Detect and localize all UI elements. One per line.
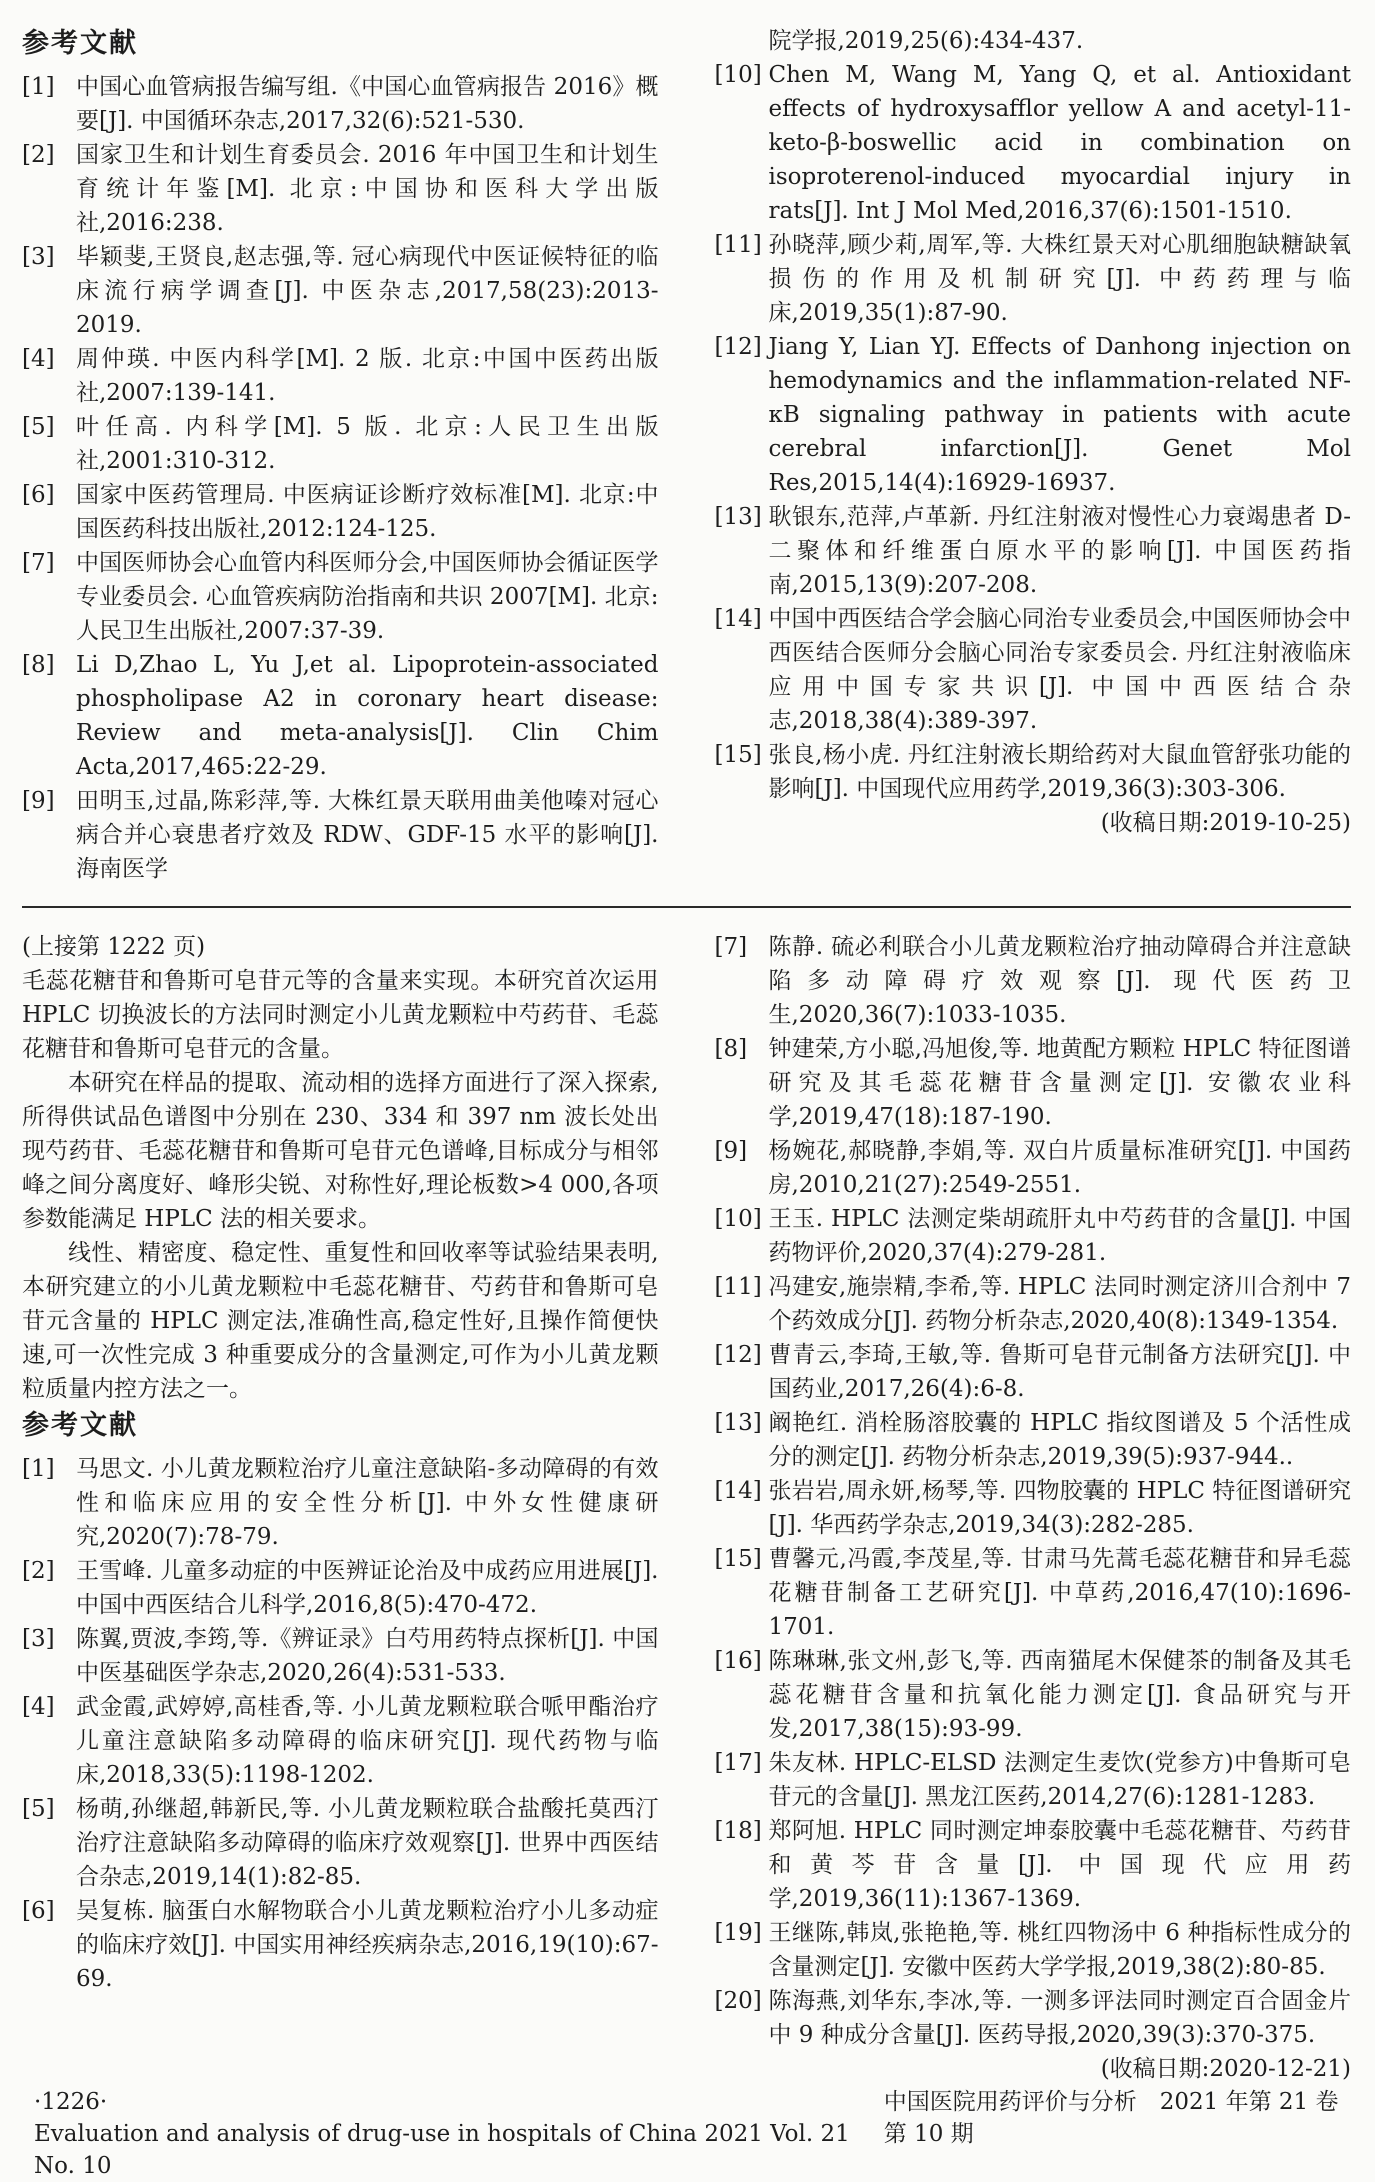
reference-item [22, 138, 659, 240]
reference-number: [15] [714, 1546, 762, 1572]
reference-item [715, 500, 1352, 602]
reference-text: 叶任高. 内科学[M]. 5 版. 北京:人民卫生出版社,2001:310-312. [76, 414, 659, 474]
reference-item [22, 478, 659, 546]
reference-item [715, 738, 1352, 806]
reference-item [715, 228, 1352, 330]
reference-item [22, 342, 659, 410]
reference-number: [1] [22, 74, 55, 100]
reference-text: 朱友林. HPLC-ELSD 法测定生麦饮(党参方)中鲁斯可皂苷元的含量[J]. 黑龙江医药,2014,27(6):1281-1283. [768, 1750, 1351, 1810]
reference-text: 陈翼,贾波,李筠,等.《辨证录》白芍用药特点探析[J]. 中国中医基础医学杂志,2020,26(4):531-533. [76, 1626, 659, 1686]
reference-item [22, 648, 659, 784]
reference-list [22, 1452, 659, 1996]
reference-item [22, 1792, 659, 1894]
reference-number: [6] [22, 482, 55, 508]
reference-text: 陈海燕,刘华东,李冰,等. 一测多评法同时测定百合固金片中 9 种成分含量[J]. 医药导报,2020,39(3):370-375. [768, 1988, 1351, 2048]
reference-text: 中国医师协会心血管内科医师分会,中国医师协会循证医学专业委员会. 心血管疾病防治指南和共识 2007[M]. 北京:人民卫生出版社,2007:37-39. [76, 550, 659, 644]
reference-item [22, 1452, 659, 1554]
reference-number: [3] [22, 1626, 55, 1652]
article-paragraph: 本研究在样品的提取、流动相的选择方面进行了深入探索,所得供试品色谱图中分别在 230、334 和 397 nm 波长处出现芍药苷、毛蕊花糖苷和鲁斯可皂苷元色谱峰,目标成分与相邻峰之间分离度好、峰形尖锐、对称性好,理论板数>4 000,各项参数能满足 HPLC 法的相关要求。 [22, 1070, 659, 1232]
reference-number: [18] [714, 1818, 762, 1844]
reference-item [22, 70, 659, 138]
reference-number: [14] [714, 606, 762, 632]
reference-number: [5] [22, 414, 55, 440]
continued-from-note: (上接第 1222 页) [22, 934, 206, 960]
continued-article-section [22, 930, 1351, 2086]
article-paragraph: 毛蕊花糖苷和鲁斯可皂苷元等的含量来实现。本研究首次运用 HPLC 切换波长的方法同时测定小儿黄龙颗粒中芍药苷、毛蕊花糖苷和鲁斯可皂苷元的含量。 [22, 968, 659, 1062]
reference-number: [11] [714, 1274, 762, 1300]
reference-text: 周仲瑛. 中医内科学[M]. 2 版. 北京:中国中医药出版社,2007:139-141. [76, 346, 659, 406]
reference-number: [9] [22, 788, 55, 814]
reference-item [22, 1894, 659, 1996]
reference-number: [8] [22, 652, 55, 678]
reference-text: 中国心血管病报告编写组.《中国心血管病报告 2016》概要[J]. 中国循环杂志,2017,32(6):521-530. [76, 74, 659, 134]
reference-number: [7] [714, 934, 748, 960]
reference-text: 孙晓萍,顾少莉,周军,等. 大株红景天对心肌细胞缺糖缺氧损伤的作用及机制研究[J]. 中药药理与临床,2019,35(1):87-90. [768, 232, 1351, 326]
reference-text: 王雪峰. 儿童多动症的中医辨证论治及中成药应用进展[J]. 中国中西医结合儿科学,2016,8(5):470-472. [76, 1558, 659, 1618]
references-heading: 参考文献 [22, 28, 138, 59]
reference-number: [19] [714, 1920, 762, 1946]
reference-item [715, 1916, 1352, 1984]
reference-text: 武金霞,武婷婷,高桂香,等. 小儿黄龙颗粒联合哌甲酯治疗儿童注意缺陷多动障碍的临床研究[J]. 现代药物与临床,2018,33(5):1198-1202. [76, 1694, 659, 1788]
reference-number: [13] [714, 1410, 762, 1436]
page-number: ·1226· [34, 2089, 108, 2115]
reference-number: [15] [714, 742, 762, 768]
reference-text: 杨婉花,郝晓静,李娟,等. 双白片质量标准研究[J]. 中国药房,2010,21(27):2549-2551. [768, 1138, 1351, 1198]
top-reference-section [22, 24, 1351, 886]
reference-item [22, 240, 659, 342]
top-left-column [22, 24, 659, 886]
reference-number: [1] [22, 1456, 55, 1482]
bottom-right-column [715, 930, 1352, 2086]
reference-item [715, 602, 1352, 738]
reference-number: [7] [22, 550, 55, 576]
received-date: (收稿日期:2020-12-21) [1100, 2056, 1351, 2082]
reference-number: [4] [22, 1694, 55, 1720]
reference-item [715, 1814, 1352, 1916]
reference-number: [3] [22, 244, 55, 270]
reference-item [715, 1644, 1352, 1746]
reference-number: [14] [714, 1478, 762, 1504]
reference-text: 杨萌,孙继超,韩新民,等. 小儿黄龙颗粒联合盐酸托莫西汀治疗注意缺陷多动障碍的临床疗效观察[J]. 世界中西医结合杂志,2019,14(1):82-85. [76, 1796, 659, 1890]
reference-number: [12] [714, 1342, 762, 1368]
reference-number: [2] [22, 142, 55, 168]
bottom-left-column [22, 930, 659, 2086]
reference-item [715, 58, 1352, 228]
reference-text: 曹馨元,冯霞,李茂星,等. 甘肃马先蒿毛蕊花糖苷和异毛蕊花糖苷制备工艺研究[J]. 中草药,2016,47(10):1696-1701. [768, 1546, 1351, 1640]
reference-text: 王玉. HPLC 法测定柴胡疏肝丸中芍药苷的含量[J]. 中国药物评价,2020,37(4):279-281. [768, 1206, 1351, 1266]
reference-text: 郑阿旭. HPLC 同时测定坤泰胶囊中毛蕊花糖苷、芍药苷和黄芩苷含量[J]. 中国现代应用药学,2019,36(11):1367-1369. [768, 1818, 1351, 1912]
reference-text: Jiang Y, Lian YJ. Effects of Danhong injection on hemodynamics and the inflammation-related NF-κB signaling pathway in patients with acute cerebral infarction[J]. Genet Mol Res,2015,14(4):16929-16937. [768, 334, 1351, 496]
reference-item [22, 1690, 659, 1792]
reference-number: [4] [22, 346, 55, 372]
reference-continuation-line: 院学报,2019,25(6):434-437. [768, 28, 1084, 54]
section-divider [22, 906, 1351, 908]
reference-item [22, 546, 659, 648]
page-footer [22, 2086, 1351, 2182]
reference-number: [13] [714, 504, 762, 530]
reference-text: 曹青云,李琦,王敏,等. 鲁斯可皂苷元制备方法研究[J]. 中国药业,2017,26(4):6-8. [768, 1342, 1351, 1402]
reference-item [22, 1554, 659, 1622]
reference-number: [10] [714, 1206, 762, 1232]
reference-text: 王继陈,韩岚,张艳艳,等. 桃红四物汤中 6 种指标性成分的含量测定[J]. 安徽中医药大学学报,2019,38(2):80-85. [768, 1920, 1351, 1980]
reference-number: [16] [714, 1648, 762, 1674]
references-heading: 参考文献 [22, 1410, 138, 1441]
reference-item [715, 1338, 1352, 1406]
footer-journal-english: Evaluation and analysis of drug-use in hospitals of China 2021 Vol. 21 No. 10 [34, 2121, 850, 2179]
reference-item [22, 410, 659, 478]
reference-text: 陈琳琳,张文州,彭飞,等. 西南猫尾木保健茶的制备及其毛蕊花糖苷含量和抗氧化能力测定[J]. 食品研究与开发,2017,38(15):93-99. [768, 1648, 1351, 1742]
reference-item [22, 1622, 659, 1690]
reference-number: [8] [714, 1036, 748, 1062]
reference-text: 国家中医药管理局. 中医病证诊断疗效标准[M]. 北京:中国医药科技出版社,2012:124-125. [76, 482, 659, 542]
reference-text: 阚艳红. 消栓肠溶胶囊的 HPLC 指纹图谱及 5 个活性成分的测定[J]. 药物分析杂志,2019,39(5):937-944.. [768, 1410, 1351, 1470]
footer-journal-chinese: 中国医院用药评价与分析 2021 年第 21 卷第 10 期 [883, 2089, 1339, 2147]
reference-item [715, 1134, 1352, 1202]
reference-text: 吴复栋. 脑蛋白水解物联合小儿黄龙颗粒治疗小儿多动症的临床疗效[J]. 中国实用神经疾病杂志,2016,19(10):67-69. [76, 1898, 659, 1992]
reference-number: [6] [22, 1898, 55, 1924]
reference-number: [9] [714, 1138, 748, 1164]
reference-number: [11] [714, 232, 762, 258]
received-date: (收稿日期:2019-10-25) [1100, 810, 1351, 836]
reference-item [715, 330, 1352, 500]
reference-number: [20] [714, 1988, 762, 2014]
footer-left [34, 2086, 884, 2182]
reference-text: 国家卫生和计划生育委员会. 2016 年中国卫生和计划生育统计年鉴[M]. 北京:中国协和医科大学出版社,2016:238. [76, 142, 659, 236]
reference-text: Li D,Zhao L, Yu J,et al. Lipoprotein-associated phospholipase A2 in coronary heart disease: Review and meta-analysis[J]. Clin Chim Acta,2017,465:22-29. [76, 652, 659, 780]
reference-text: 毕颖斐,王贤良,赵志强,等. 冠心病现代中医证候特征的临床流行病学调查[J]. 中医杂志,2017,58(23):2013-2019. [76, 244, 659, 338]
reference-number: [17] [714, 1750, 762, 1776]
reference-text: 张良,杨小虎. 丹红注射液长期给药对大鼠血管舒张功能的影响[J]. 中国现代应用药学,2019,36(3):303-306. [768, 742, 1351, 802]
reference-text: 马思文. 小儿黄龙颗粒治疗儿童注意缺陷-多动障碍的有效性和临床应用的安全性分析[J]. 中外女性健康研究,2020(7):78-79. [76, 1456, 659, 1550]
reference-item [715, 1542, 1352, 1644]
reference-list [715, 930, 1352, 2052]
reference-item [715, 1270, 1352, 1338]
reference-number: [5] [22, 1796, 55, 1822]
reference-item [715, 1406, 1352, 1474]
reference-text: 中国中西医结合学会脑心同治专业委员会,中国医师协会中西医结合医师分会脑心同治专家委员会. 丹红注射液临床应用中国专家共识[J]. 中国中西医结合杂志,2018,38(4):389-397. [768, 606, 1351, 734]
reference-text: Chen M, Wang M, Yang Q, et al. Antioxidant effects of hydroxysafflor yellow A and acetyl-11-keto-β-boswellic acid in combination on isoproterenol-induced myocardial injury in rats[J]. Int J Mol Med,2016,37(6):1501-1510. [768, 62, 1351, 224]
reference-number: [10] [714, 62, 762, 88]
reference-item [715, 1984, 1352, 2052]
reference-text: 耿银东,范萍,卢革新. 丹红注射液对慢性心力衰竭患者 D-二聚体和纤维蛋白原水平的影响[J]. 中国医药指南,2015,13(9):207-208. [768, 504, 1351, 598]
reference-list [22, 70, 659, 886]
reference-number: [12] [714, 334, 762, 360]
top-right-column [715, 24, 1352, 886]
reference-item [715, 1474, 1352, 1542]
reference-item [715, 1202, 1352, 1270]
reference-item [715, 1032, 1352, 1134]
article-paragraph: 线性、精密度、稳定性、重复性和回收率等试验结果表明,本研究建立的小儿黄龙颗粒中毛蕊花糖苷、芍药苷和鲁斯可皂苷元含量的 HPLC 测定法,准确性高,稳定性好,且操作简便快速,可一次性完成 3 种重要成分的含量测定,可作为小儿黄龙颗粒质量内控方法之一。 [22, 1240, 659, 1402]
article-paragraphs [22, 964, 659, 1406]
reference-item [22, 784, 659, 886]
reference-text: 张岩岩,周永妍,杨琴,等. 四物胶囊的 HPLC 特征图谱研究[J]. 华西药学杂志,2019,34(3):282-285. [768, 1478, 1351, 1538]
reference-item [715, 930, 1352, 1032]
reference-text: 田明玉,过晶,陈彩萍,等. 大株红景天联用曲美他嗪对冠心病合并心衰患者疗效及 RDW、GDF-15 水平的影响[J]. 海南医学 [76, 788, 659, 882]
reference-text: 陈静. 硫必利联合小儿黄龙颗粒治疗抽动障碍合并注意缺陷多动障碍疗效观察[J]. 现代医药卫生,2020,36(7):1033-1035. [768, 934, 1351, 1028]
reference-number: [2] [22, 1558, 55, 1584]
reference-item [715, 1746, 1352, 1814]
reference-list [715, 58, 1352, 806]
reference-text: 冯建安,施崇精,李希,等. HPLC 法同时测定济川合剂中 7 个药效成分[J]. 药物分析杂志,2020,40(8):1349-1354. [768, 1274, 1351, 1334]
reference-text: 钟建荣,方小聪,冯旭俊,等. 地黄配方颗粒 HPLC 特征图谱研究及其毛蕊花糖苷含量测定[J]. 安徽农业科学,2019,47(18):187-190. [768, 1036, 1351, 1130]
